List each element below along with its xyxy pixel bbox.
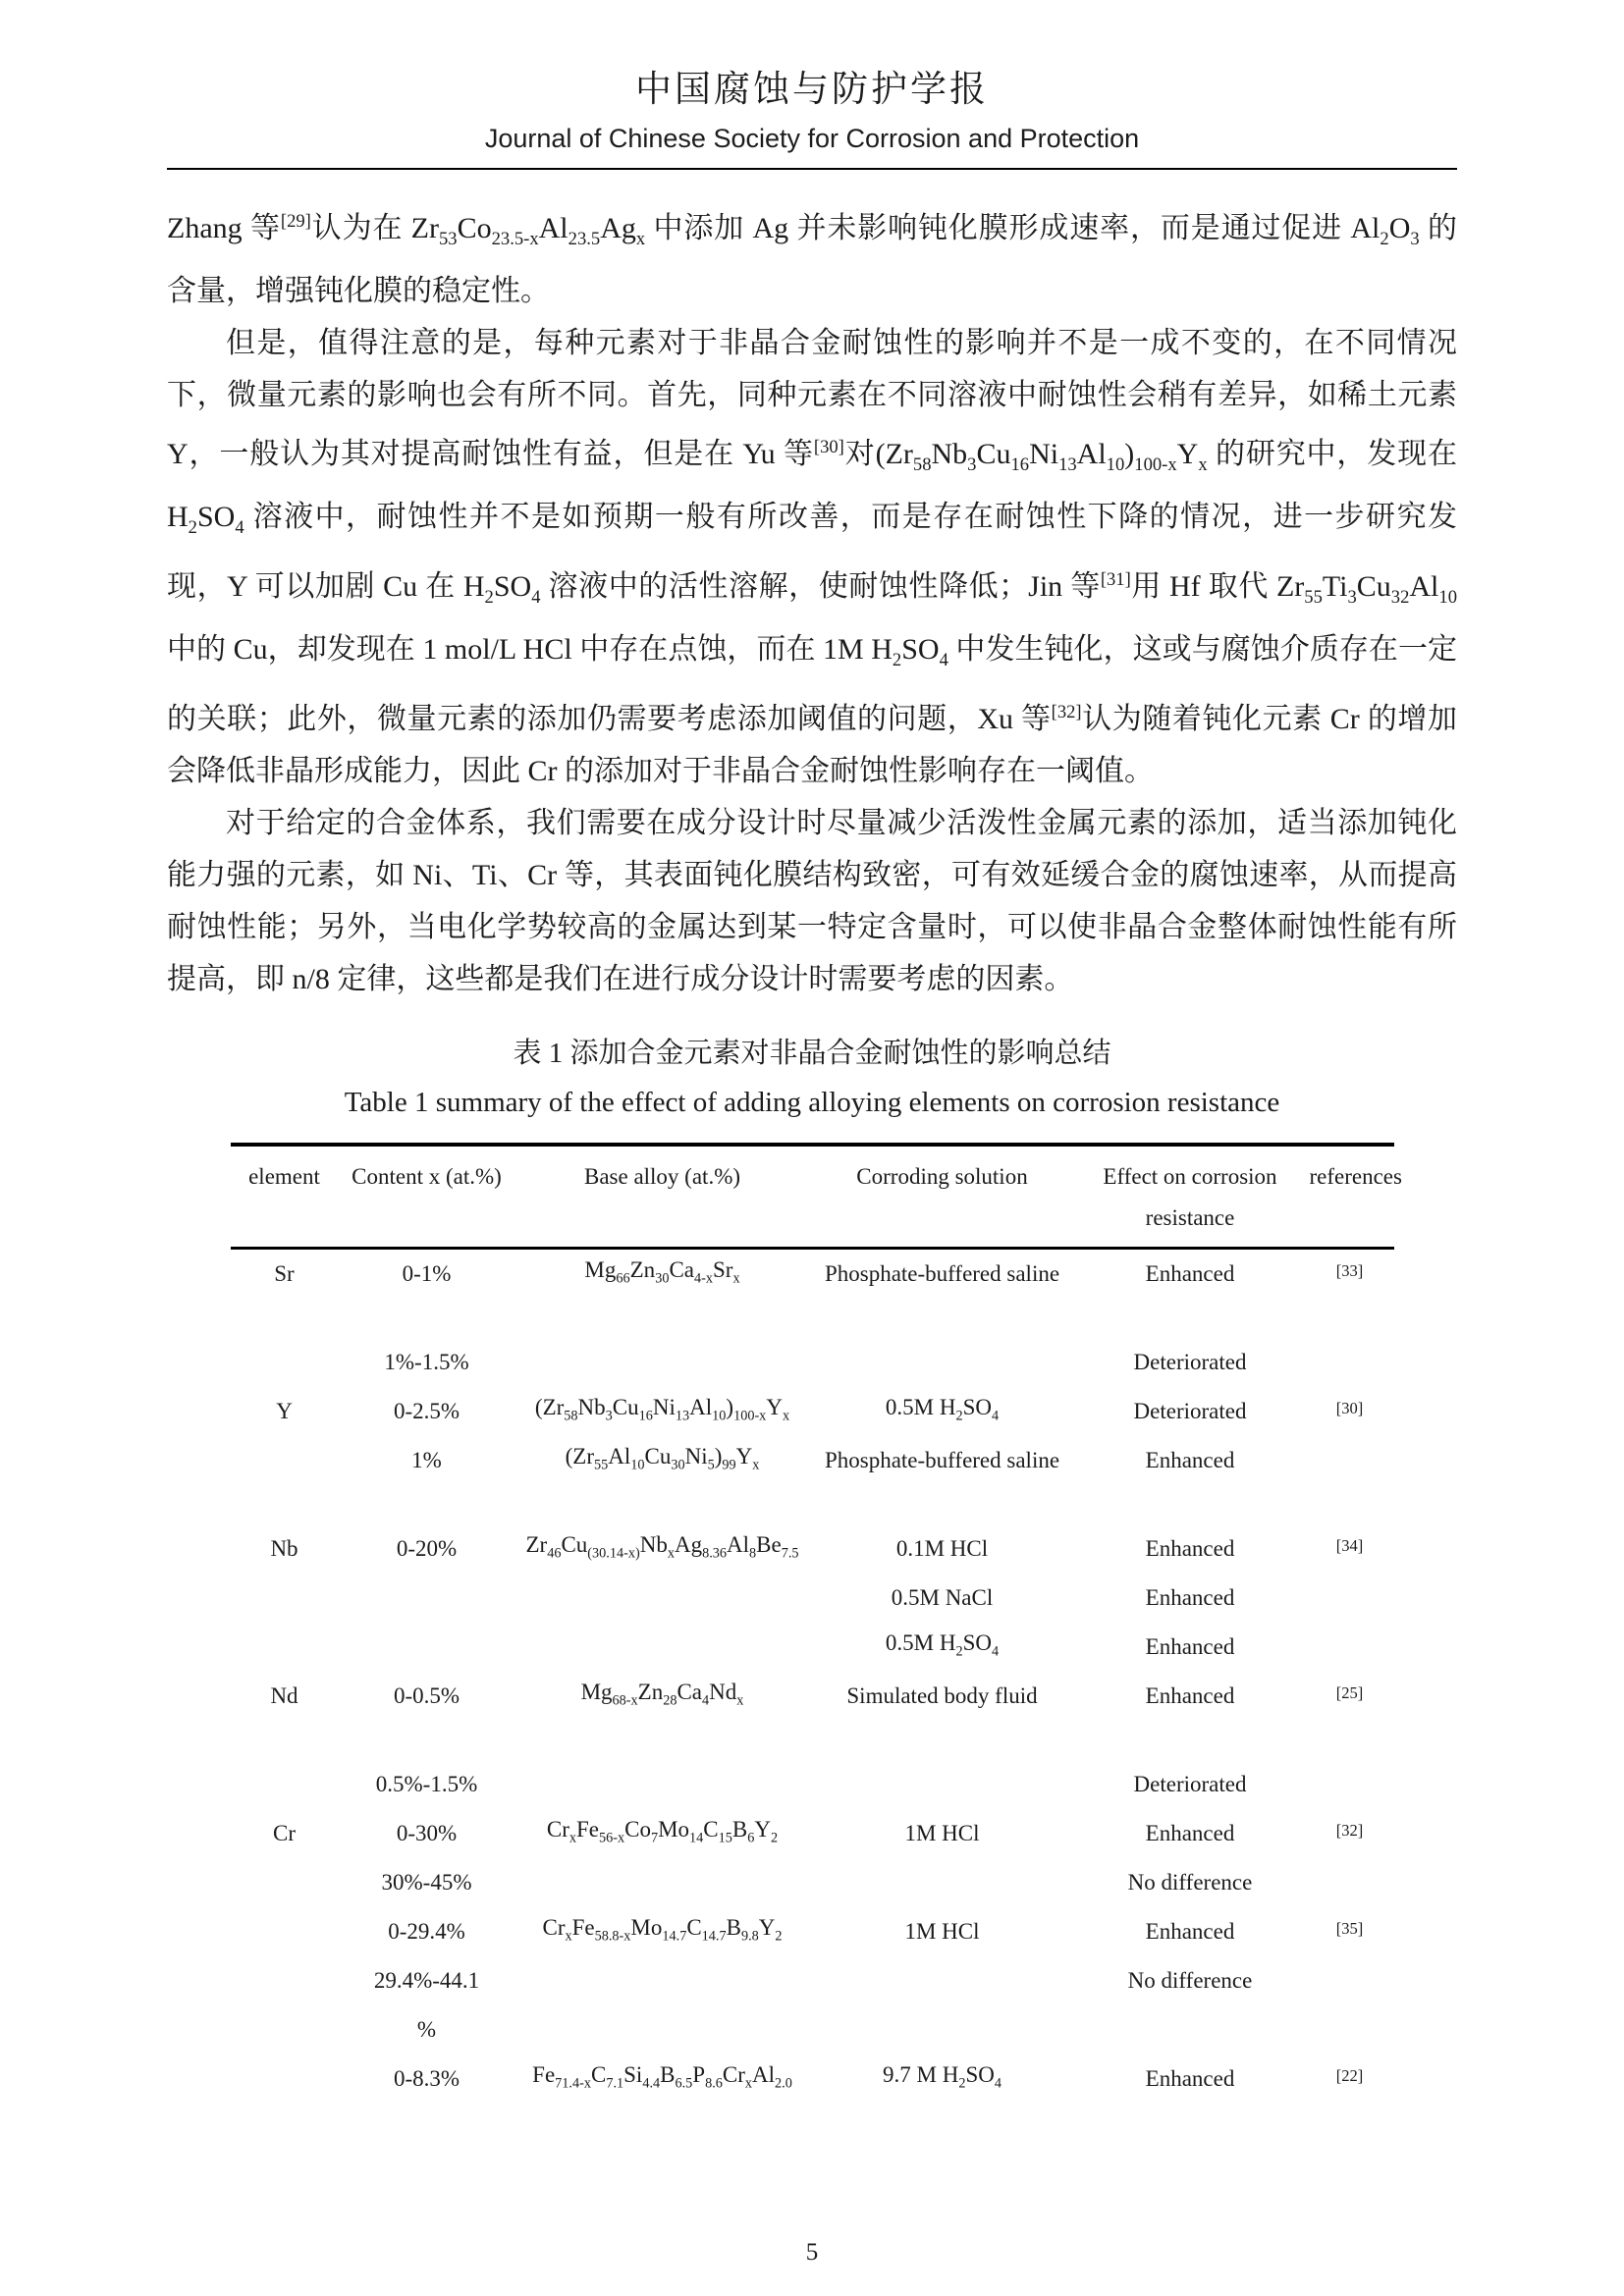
table-cell: 1M HCl [904, 1821, 980, 1845]
table-cell: 1%-1.5% [384, 1350, 469, 1374]
table-cell: Phosphate-buffered saline [824, 1261, 1060, 1286]
table-cell: Nb [270, 1536, 298, 1561]
table-cell: Enhanced [1145, 1448, 1235, 1472]
table-cell: Enhanced [1145, 1821, 1235, 1845]
paragraph: Zhang 等[29]认为在 $Zr_{53}Co_{23.5-x}Al_{23.5}Ag_x$ 中添加 Ag 并未影响钝化膜形成速率，而是通过促进 $Al_2O_3$ 的含量，增强钝化膜的稳定性。 [167, 211, 1458, 307]
table-cell: Deteriorated [1133, 1350, 1247, 1374]
table-cell-reference: [30] [1335, 1398, 1364, 1417]
table-row [231, 1809, 1394, 1858]
summary-table [231, 1143, 1402, 2104]
table-cell: 0.5M $H_2SO_4$ [885, 1394, 1000, 1424]
journal-header [167, 59, 1457, 170]
table-cell: 0.5M NaCl [891, 1585, 994, 1610]
table-cell: 9.7 M $H_2SO_4$ [883, 2061, 1001, 2092]
table-cell: 0.5%-1.5% [375, 1772, 478, 1796]
table-cell-reference: [32] [1335, 1820, 1364, 1840]
table-cell: 0-29.4% [388, 1919, 465, 1944]
table-cell: $Fe_{71.4-x}C_{7.1}Si_{4.4}B_{6.5}P_{8.6}Cr_xAl_{2.0}$ [532, 2061, 792, 2092]
table-cell: $Cr_xFe_{56-x}Co_7Mo_{14}C_{15}B_6Y_2$ [546, 1816, 779, 1846]
table-cell: No difference [1127, 1968, 1253, 1993]
page-number: 5 [805, 2239, 819, 2266]
paragraph: 但是，值得注意的是，每种元素对于非晶合金耐蚀性的影响并不是一成不变的，在不同情况下，微量元素的影响也会有所不同。首先，同种元素在不同溶液中耐蚀性会稍有差异，如稀土元素 Y，一般认为其对提高耐蚀性有益，但是在 Yu 等[30]对$(Zr_{58}Nb_3Cu_{16}Ni_{13}Al_{10})_{100-x}Y_x$ 的研究中，发现在 $H_2SO_4$ 溶液中，耐蚀性并不是如预期一般有所改善，而是存在耐蚀性下降的情况，进一步研究发现，Y 可以加剧 Cu 在 $H_2SO_4$ 溶液中的活性溶解，使耐蚀性降低；Jin 等[31]用 Hf 取代 $Zr_{55}Ti_3Cu_{32}Al_{10}$ 中的 Cu，却发现在 1 mol/L HCl 中存在点蚀，而在 1M $H_2SO_4$ 中发生钝化，这或与腐蚀介质存在一定的关联；此外，微量元素的添加仍需要考虑添加阈值的问题，Xu 等[32]认为随着钝化元素 Cr 的增加会降低非晶形成能力，因此 Cr 的添加对于非晶合金耐蚀性影响存在一阈值。 [167, 327, 1458, 787]
table-cell: Phosphate-buffered saline [824, 1448, 1060, 1472]
table-row [231, 1907, 1394, 1956]
table-cell: Enhanced [1145, 1261, 1235, 1286]
table-row [231, 1956, 1394, 2005]
table-cell: Sr [274, 1261, 295, 1286]
table-cell: 0-2.5% [393, 1399, 460, 1423]
table-row [231, 1760, 1394, 1809]
table-cell: 30%-45% [381, 1870, 472, 1895]
table-body [231, 1250, 1394, 2104]
table-cell: 0-1% [402, 1261, 452, 1286]
table-cell-reference: [33] [1335, 1260, 1364, 1280]
table-cell: 0-20% [396, 1536, 458, 1561]
table-row [231, 1387, 1394, 1436]
table-header-solution: Corroding solution [856, 1164, 1028, 1189]
table-header-content: Content x (at.%) [352, 1164, 502, 1189]
table-row [231, 1250, 1394, 1299]
table-header-element: element [248, 1164, 320, 1189]
table-cell: 0-30% [396, 1821, 458, 1845]
table-row [231, 1338, 1394, 1387]
table-cell: Deteriorated [1133, 1772, 1247, 1796]
table-cell-reference: [22] [1335, 2065, 1364, 2085]
table-cell: Enhanced [1145, 1536, 1235, 1561]
table-row [231, 1623, 1394, 1672]
table-cell: Enhanced [1145, 1634, 1235, 1659]
table-cell: Enhanced [1145, 1683, 1235, 1708]
table-cell: 0.5M $H_2SO_4$ [885, 1629, 1000, 1660]
table-cell-reference: [35] [1335, 1918, 1364, 1938]
table-row [231, 1574, 1394, 1623]
table-cell: Nd [270, 1683, 298, 1708]
table-caption-en: Table 1 summary of the effect of adding alloying elements on corrosion resistance [344, 1087, 1280, 1118]
table-cell: Simulated body fluid [846, 1683, 1038, 1708]
table-cell: Enhanced [1145, 2066, 1235, 2091]
table-cell: Enhanced [1145, 1585, 1235, 1610]
table-row [231, 1858, 1394, 1907]
journal-title-en: Journal of Chinese Society for Corrosion and Protection [484, 124, 1140, 153]
table-cell: Y [276, 1399, 293, 1423]
page-footer [0, 2239, 1624, 2267]
table-cell: $Cr_xFe_{58.8-x}Mo_{14.7}C_{14.7}B_{9.8}Y_2$ [542, 1914, 783, 1945]
table-cell: Cr [273, 1821, 296, 1845]
table-header-row [231, 1143, 1402, 1250]
table-cell: $Mg_{66}Zn_{30}Ca_{4-x}Sr_x$ [584, 1256, 740, 1287]
paragraph: 对于给定的合金体系，我们需要在成分设计时尽量减少活泼性金属元素的添加，适当添加钝化能力强的元素，如 Ni、Ti、Cr 等，其表面钝化膜结构致密，可有效延缓合金的腐蚀速率，从而提高耐蚀性能；另外，当电化学势较高的金属达到某一特定含量时，可以使非晶合金整体耐蚀性能有所提高，即 n/8 定律，这些都是我们在进行成分设计时需要考虑的因素。 [167, 807, 1457, 995]
table-row [231, 1436, 1394, 1485]
table-cell: 29.4%-44.1 [373, 1968, 480, 1993]
table-cell: $Zr_{46}Cu_{(30.14-x)}Nb_xAg_{8.36}Al_8Be_{7.5}$ [525, 1531, 799, 1562]
page-body [167, 195, 1457, 2104]
table-row [231, 1672, 1394, 1721]
table-cell: % [416, 2017, 437, 2042]
journal-title-cn: 中国腐蚀与防护学报 [635, 70, 989, 110]
table-cell: $Mg_{68-x}Zn_{28}Ca_4Nd_x$ [580, 1679, 744, 1709]
table-cell: 0-8.3% [393, 2066, 460, 2091]
table-cell: 1% [411, 1448, 442, 1472]
table-row [231, 2005, 1394, 2055]
table-header-effect: Effect on corrosion resistance [1103, 1164, 1277, 1230]
table-cell: 0.1M HCl [895, 1536, 989, 1561]
table-cell: Deteriorated [1133, 1399, 1247, 1423]
table-cell: Enhanced [1145, 1919, 1235, 1944]
table-cell: 0-0.5% [393, 1683, 460, 1708]
table-header-references: references [1309, 1164, 1402, 1189]
table-header-base-alloy: Base alloy (at.%) [583, 1164, 741, 1189]
table-cell-reference: [34] [1335, 1535, 1364, 1555]
header-divider [167, 168, 1457, 170]
table-caption-cn: 表 1 添加合金元素对非晶合金耐蚀性的影响总结 [513, 1038, 1111, 1069]
table-cell: $(Zr_{55}Al_{10}Cu_{30}Ni_5)_{99}Y_x$ [565, 1443, 760, 1473]
table-cell: 1M HCl [904, 1919, 980, 1944]
table-cell: No difference [1127, 1870, 1253, 1895]
table-row [231, 2055, 1394, 2104]
table-cell-reference: [25] [1335, 1682, 1364, 1702]
table-cell: $(Zr_{58}Nb_3Cu_{16}Ni_{13}Al_{10})_{100-x}Y_x$ [534, 1394, 790, 1424]
table-row [231, 1524, 1394, 1574]
